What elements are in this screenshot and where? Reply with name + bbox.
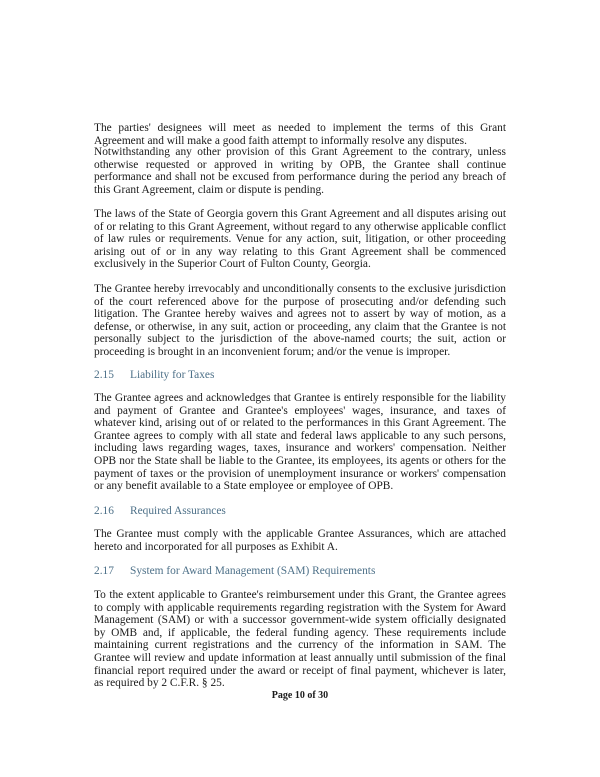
paragraph-jurisdiction: The Grantee hereby irrevocably and unconditionally consents to the exclusive jurisdiction of the court referenced above for the purpose of prosecuting and/or defending such litigation. The Grantee hereby waives and agrees not to assert by way of motion, as a defense, or otherwise, in any suit, action or proceeding, any claim that the Grantee is not personally subject to the jurisdiction of the above-named courts; the suit, action or proceeding is brought in an inconvenient forum; and/or the venue is improper.	[94, 283, 506, 358]
section-heading-2-15	[94, 369, 214, 382]
section-number: 2.15	[94, 369, 114, 381]
section-body-2-16: The Grantee must comply with the applicable Grantee Assurances, which are attached hereto and incorporated for all purposes as Exhibit A.	[94, 528, 506, 553]
section-title: Liability for Taxes	[130, 369, 215, 381]
paragraph-designees: The parties' designees will meet as needed to implement the terms of this Grant Agreement and will make a good faith attempt to informally resolve any disputes.	[94, 122, 506, 147]
paragraph-continue-performance: Notwithstanding any other provision of this Grant Agreement to the contrary, unless otherwise requested or approved in writing by OPB, the Grantee shall continue performance and shall not be excused from performance during the period any breach of this Grant Agreement, claim or dispute is pending.	[94, 146, 506, 196]
section-body-2-15: The Grantee agrees and acknowledges that Grantee is entirely responsible for the liability and payment of Grantee and Grantee's employees' wages, insurance, and taxes of whatever kind, arising out of or related to the performances in this Grant Agreement. The Grantee agrees to comply with all state and federal laws applicable to any such persons, including laws regarding wages, taxes, insurance and workers' compensation. Neither OPB nor the State shall be liable to the Grantee, its employees, its agents or others for the payment of taxes or the provision of unemployment insurance or workers' compensation or any benefit available to a State employee or employee of OPB.	[94, 392, 506, 493]
page-number: Page 10 of 30	[271, 690, 329, 701]
section-number: 2.17	[94, 565, 114, 577]
section-body-2-17: To the extent applicable to Grantee's reimbursement under this Grant, the Grantee agrees to comply with applicable requirements regarding registration with the System for Award Management (SAM) or with a successor government-wide system officially designated by OMB and, if applicable, the federal funding agency. These requirements include maintaining current registrations and the currency of the information in SAM. The Grantee will review and update information at least annually until submission of the final financial report required under the award or receipt of final payment, whichever is later, as required by 2 C.F.R. § 25.	[94, 589, 506, 690]
paragraph-governing-law: The laws of the State of Georgia govern this Grant Agreement and all disputes arising out of or relating to this Grant Agreement, without regard to any otherwise applicable conflict of law rules or requirements. Venue for any action, suit, litigation, or other proceeding arising out of or in any way relating to this Grant Agreement shall be commenced exclusively in the Superior Court of Fulton County, Georgia.	[94, 208, 506, 271]
section-title: Required Assurances	[130, 505, 226, 517]
section-heading-2-16	[94, 505, 226, 518]
section-number: 2.16	[94, 505, 114, 517]
section-title: System for Award Management (SAM) Requirements	[130, 565, 376, 577]
section-heading-2-17	[94, 565, 375, 578]
